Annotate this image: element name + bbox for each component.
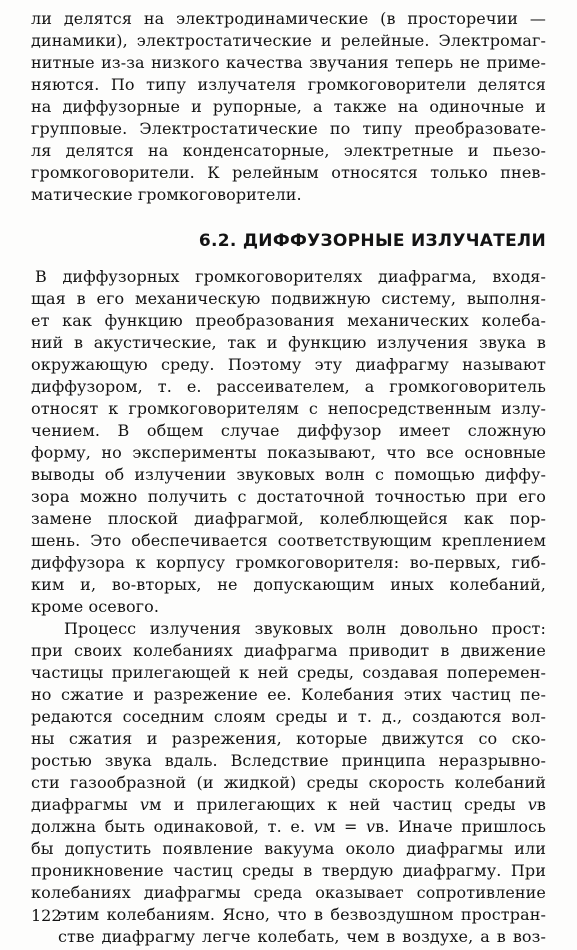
text-line: сти газообразной (и жидкой) среды скорость колебаний [31, 773, 546, 792]
text-line: частицы прилегающей к ней среды, создавая поперемен- [31, 663, 546, 682]
text-line: должна быть одинаковой, т. е. 𝑣м = 𝑣в. Иначе пришлось [31, 817, 546, 836]
text-line: ля делятся на конденсаторные, электретные и пьезо- [31, 141, 546, 160]
text-line: этим колебаниям. Ясно, что в безвоздушном простран- [58, 905, 546, 924]
text-line: В диффузорных громкоговорителях диафрагма, входя- [35, 267, 546, 286]
text-line: на диффузорные и рупорные, а также на одиночные и [31, 97, 546, 116]
text-line: форму, но эксперименты показывают, что все основные [31, 443, 546, 462]
text-line: относят к громкоговорителям с непосредственным излу- [31, 399, 546, 418]
text-line: ны сжатия и разрежения, которые движутся со ско- [31, 729, 546, 748]
text-line: редаются соседним слоям среды и т. д., создаются вол- [31, 707, 546, 726]
text-line: динамики), электростатические и релейные. Электромаг- [31, 31, 546, 50]
page-number: 122 [31, 906, 62, 925]
text-line: ким и, во-вторых, не допускающим иных колебаний, [31, 575, 546, 594]
text-line: кроме осевого. [31, 597, 160, 616]
text-line: групповые. Электростатические по типу преобразовате- [31, 119, 546, 138]
text-line: громкоговорители. К релейным относятся только пнев- [31, 163, 546, 182]
text-line: но сжатие и разрежение ее. Колебания этих частиц пе- [31, 685, 546, 704]
text-line: нитные из-за низкого качества звучания теперь не приме- [31, 53, 546, 72]
text-line: шень. Это обеспечивается соответствующим креплением [31, 531, 546, 550]
text-line: ет как функцию преобразования механических колеба- [31, 311, 546, 330]
text-line: Процесс излучения звуковых волн довольно прост: [64, 619, 546, 638]
text-line: бы допустить появление вакуума около диафрагмы или [31, 839, 546, 858]
text-line: при своих колебаниях диафрагма приводит в движение [31, 641, 546, 660]
text-line: выводы об излучении звуковых волн с помощью диффу- [31, 465, 546, 484]
text-line: чением. В общем случае диффузор имеет сложную [31, 421, 546, 440]
text-line: ний в акустические, так и функцию излучения звука в [31, 333, 546, 352]
text-line: колебаниях диафрагмы среда оказывает сопротивление [31, 883, 546, 902]
text-line: стве диафрагму легче колебать, чем в воздухе, а в воз- [58, 927, 546, 946]
text-line: проникновение частиц среды в твердую диафрагму. При [31, 861, 546, 880]
text-line: замене плоской диафрагмой, колеблющейся как пор- [31, 509, 546, 528]
text-line: диффузором, т. е. рассеивателем, а громкоговоритель [31, 377, 546, 396]
text-line: няются. По типу излучателя громкоговорители делятся [31, 75, 546, 94]
text-line: матические громкоговорители. [31, 185, 302, 204]
text-line: зора можно получить с достаточной точностью при его [31, 487, 546, 506]
text-line: щая в его механическую подвижную систему, выполня- [31, 289, 546, 308]
text-line: ли делятся на электродинамические (в просторечии — [31, 9, 546, 28]
text-line: ростью звука вдаль. Вследствие принципа неразрывно- [31, 751, 546, 770]
text-line: диафрагмы 𝑣м и прилегающих к ней частиц среды 𝑣в [31, 795, 546, 814]
section-heading: 6.2. ДИФФУЗОРНЫЕ ИЗЛУЧАТЕЛИ [198, 231, 546, 251]
text-line: окружающую среду. Поэтому эту диафрагму называют [31, 355, 546, 374]
text-line: диффузора к корпусу громкоговорителя: во-первых, гиб- [31, 553, 546, 572]
